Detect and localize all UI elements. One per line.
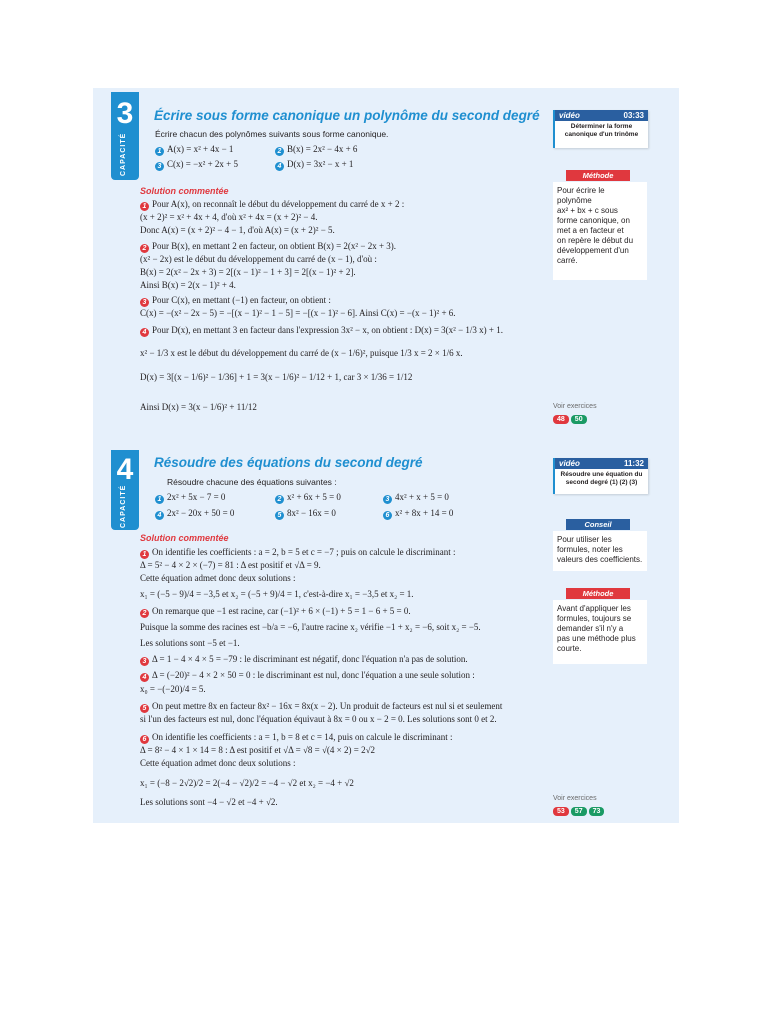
cap4-line: Δ = 5² − 4 × 2 × (−7) = 81 : Δ est positif et √Δ = 9.	[140, 560, 321, 570]
cap4-line: Les solutions sont −5 et −1.	[140, 638, 240, 648]
cap3-line: (x + 2)² = x² + 4x + 4, d'où x² + 4x = (x + 2)² − 4.	[140, 212, 318, 222]
cap3-voir-exercices: Voir exercices	[553, 403, 597, 410]
video-label: vidéo	[559, 111, 580, 120]
capacite-3-title: Écrire sous forme canonique un polynôme du second degré	[154, 108, 540, 123]
cap3-line: Donc A(x) = (x + 2)² − 4 − 1, d'où A(x) = (x + 2)² − 5.	[140, 225, 335, 235]
cap3-line: 4 Pour D(x), en mettant 3 en facteur dans l'expression 3x² − x, on obtient : D(x) = 3(x² − 1/3 x) + 1.	[140, 325, 503, 337]
cap3-line: (x² − 2x) est le début du développement du carré de (x − 1), d'où :	[140, 254, 377, 264]
cap4-line: 2 On remarque que −1 est racine, car (−1)² + 6 × (−1) + 5 = 1 − 6 + 5 = 0.	[140, 606, 411, 618]
cap4-exercise-badges	[553, 807, 604, 816]
cap3-line: Ainsi B(x) = 2(x − 1)² + 4.	[140, 280, 236, 290]
capacite-3-number: 3	[116, 97, 134, 130]
cap4-ex-6: 6 x² + 8x + 14 = 0	[383, 508, 453, 520]
exercise-badge[interactable]: 48	[553, 415, 569, 424]
cap4-line: si l'un des facteurs est nul, donc l'équation équivaut à 8x = 0 ou x − 2 = 0. Les solutions sont 0 et 2.	[140, 714, 497, 724]
cap4-line: Δ = 8² − 4 × 1 × 14 = 8 : Δ est positif et √Δ = √8 = √(4 × 2) = 2√2	[140, 745, 376, 755]
video-title: Déterminer la forme canonique d'un trinôme	[564, 123, 639, 138]
exercise-badge[interactable]: 50	[571, 415, 587, 424]
cap4-ex-5: 5 8x² − 16x = 0	[275, 508, 336, 520]
capacite-4-title: Résoudre des équations du second degré	[154, 455, 423, 470]
cap3-ex-2: 2 B(x) = 2x² − 4x + 6	[275, 144, 357, 156]
cap3-line: 1 Pour A(x), on reconnaît le début du développement du carré de x + 2 :	[140, 199, 404, 211]
cap4-line: Les solutions sont −4 − √2 et −4 + √2.	[140, 797, 278, 807]
cap4-methode-ribbon: Méthode	[566, 588, 630, 599]
cap4-solution-title: Solution commentée	[140, 533, 229, 543]
cap4-video-box[interactable]	[553, 458, 648, 494]
cap4-line: 5 On peut mettre 8x en facteur 8x² − 16x = 8x(x − 2). Un produit de facteurs est nul si et seulement	[140, 701, 502, 713]
cap3-line: Ainsi D(x) = 3(x − 1/6)² + 11/12	[140, 402, 257, 412]
cap3-methode-note: Pour écrire le polynôme ax² + bx + c sous forme canonique, on met a en facteur et on repère le début du développement d'un carré.	[553, 182, 647, 280]
capacite-3-instruction: Écrire chacun des polynômes suivants sous forme canonique.	[155, 129, 389, 139]
cap4-line: x₁ = (−5 − 9)/4 = −3,5 et x₂ = (−5 + 9)/4 = 1, c'est-à-dire x₁ = −3,5 et x₂ = 1.	[140, 589, 414, 599]
cap4-line: 3 Δ = 1 − 4 × 4 × 5 = −79 : le discriminant est négatif, donc l'équation n'a pas de solution.	[140, 654, 468, 666]
cap3-line: B(x) = 2(x² − 2x + 3) = 2[(x − 1)² − 1 + 3] = 2[(x − 1)² + 2].	[140, 267, 356, 277]
video-title: Résoudre une équation du second degré (1) (2) (3)	[560, 471, 643, 486]
cap3-methode-ribbon: Méthode	[566, 170, 630, 181]
capacite-4-label: CAPACITÉ	[120, 484, 127, 528]
video-time: 03:33	[623, 111, 644, 120]
capacite-4-tab	[111, 450, 139, 530]
cap4-line: Cette équation admet donc deux solutions :	[140, 758, 296, 768]
cap4-line: Puisque la somme des racines est −b/a = −6, l'autre racine x₂ vérifie −1 + x₂ = −6, soit x₂ = −5.	[140, 622, 481, 632]
cap4-line: 6 On identifie les coefficients : a = 1, b = 8 et c = 14, puis on calcule le discriminant :	[140, 732, 452, 744]
cap4-ex-2: 2 x² + 6x + 5 = 0	[275, 492, 341, 504]
cap3-line: D(x) = 3[(x − 1/6)² − 1/36] + 1 = 3(x − 1/6)² − 1/12 + 1, car 3 × 1/36 = 1/12	[140, 372, 413, 382]
cap3-exercise-badges	[553, 415, 587, 424]
cap3-ex-4: 4 D(x) = 3x² − x + 1	[275, 159, 353, 171]
cap3-solution-title: Solution commentée	[140, 186, 229, 196]
cap4-line: x₀ = −(−20)/4 = 5.	[140, 684, 206, 694]
cap4-voir-exercices: Voir exercices	[553, 795, 597, 802]
cap3-ex-1: 1 A(x) = x² + 4x − 1	[155, 144, 233, 156]
cap3-video-box[interactable]	[553, 110, 648, 148]
cap4-line: x₁ = (−8 − 2√2)/2 = 2(−4 − √2)/2 = −4 − √2 et x₂ = −4 + √2	[140, 778, 354, 788]
capacite-3-tab	[111, 92, 139, 180]
video-label: vidéo	[559, 459, 580, 468]
cap4-ex-3: 3 4x² + x + 5 = 0	[383, 492, 449, 504]
cap4-ex-1: 1 2x² + 5x − 7 = 0	[155, 492, 225, 504]
exercise-badge[interactable]: 73	[589, 807, 605, 816]
cap3-line: C(x) = −(x² − 2x − 5) = −[(x − 1)² − 1 − 5] = −[(x − 1)² − 6]. Ainsi C(x) = −(x − 1)² + 6.	[140, 308, 456, 318]
cap3-line: x² − 1/3 x est le début du développement du carré de (x − 1/6)², puisque 1/3 x = 2 × 1/6 x.	[140, 348, 463, 358]
cap4-methode-note: Avant d'appliquer les formules, toujours se demander s'il n'y a pas une méthode plus courte.	[553, 600, 647, 664]
cap3-ex-3: 3 C(x) = −x² + 2x + 5	[155, 159, 238, 171]
cap4-line: 1 On identifie les coefficients : a = 2, b = 5 et c = −7 ; puis on calcule le discriminant :	[140, 547, 456, 559]
capacite-4-instruction: Résoudre chacune des équations suivantes :	[167, 477, 337, 487]
exercise-badge[interactable]: 53	[553, 807, 569, 816]
capacite-3-label: CAPACITÉ	[120, 132, 127, 176]
exercise-badge[interactable]: 57	[571, 807, 587, 816]
cap3-line: 2 Pour B(x), en mettant 2 en facteur, on obtient B(x) = 2(x² − 2x + 3).	[140, 241, 396, 253]
cap4-conseil-ribbon: Conseil	[566, 519, 630, 530]
cap3-line: 3 Pour C(x), en mettant (−1) en facteur, on obtient :	[140, 295, 331, 307]
capacite-4-number: 4	[116, 453, 134, 486]
video-time: 11:32	[623, 459, 644, 468]
cap4-ex-4: 4 2x² − 20x + 50 = 0	[155, 508, 234, 520]
cap4-conseil-note: Pour utiliser les formules, noter les valeurs des coefficients.	[553, 531, 647, 571]
cap4-line: Cette équation admet donc deux solutions :	[140, 573, 296, 583]
cap4-line: 4 Δ = (−20)² − 4 × 2 × 50 = 0 : le discriminant est nul, donc l'équation a une seule solution :	[140, 670, 475, 682]
